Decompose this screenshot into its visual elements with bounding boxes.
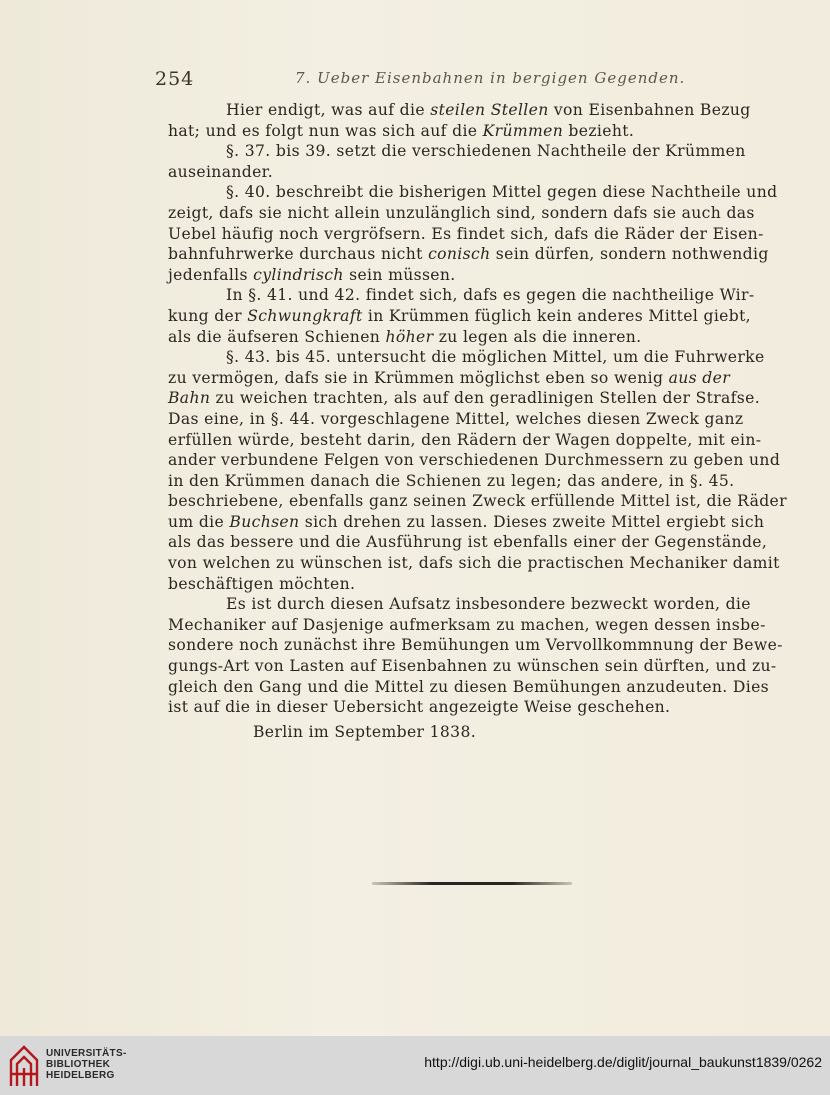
emphasized-text: Schwungkraft <box>247 306 363 325</box>
end-rule <box>372 882 572 885</box>
emphasized-text: höher <box>385 327 434 346</box>
text-segment: von Eisenbahnen Bezug <box>548 101 751 119</box>
emphasized-text: Bahn <box>168 389 211 408</box>
text-segment: zu weichen trachten, als auf den geradlinigen Stellen der Strafse. <box>210 389 761 408</box>
running-title: 7. Ueber Eisenbahnen in bergigen Gegenden. <box>295 69 686 87</box>
text-segment: von welchen zu wünschen ist, dafs sich die practischen Mechaniker damit <box>168 554 780 573</box>
university-logo-icon <box>8 1044 40 1088</box>
text-segment: Hier endigt, was auf die <box>226 101 431 119</box>
signature-line: Berlin im September 1838. <box>253 722 477 741</box>
text-line <box>168 162 768 183</box>
text-segment: bahnfuhrwerke durchaus nicht <box>168 245 429 264</box>
text-segment: jedenfalls <box>168 265 254 284</box>
text-line <box>168 244 768 265</box>
text-segment: als das bessere und die Ausführung ist ebenfalls einer der Gegenstände, <box>168 533 768 552</box>
text-line <box>168 182 778 203</box>
text-segment: sein müssen. <box>343 265 456 284</box>
text-segment: Das eine, in §. 44. vorgeschlagene Mittel, welches diesen Zweck ganz <box>168 409 744 428</box>
emphasized-text: Krümmen <box>482 121 564 140</box>
library-name-line: UNIVERSITÄTS- <box>46 1048 127 1059</box>
text-segment: gleich den Gang und die Mittel zu diesen Bemühungen anzudeuten. Dies <box>168 677 770 696</box>
text-segment: ist auf die in dieser Uebersicht angezeigte Weise geschehen. <box>168 698 671 717</box>
text-line <box>168 491 787 512</box>
text-line <box>168 677 768 698</box>
text-segment: sondere noch zunächst ihre Bemühungen um Vervollkommnung der Bewe- <box>168 636 783 655</box>
text-line <box>168 100 768 121</box>
emphasized-text: cylindrisch <box>253 265 344 284</box>
text-line <box>168 553 780 574</box>
text-line <box>168 121 768 142</box>
page-number: 254 <box>155 68 195 90</box>
text-segment: auseinander. <box>168 162 274 181</box>
text-line <box>168 656 777 677</box>
text-line <box>168 347 768 368</box>
text-line <box>168 368 768 389</box>
text-segment: erfüllen würde, besteht darin, den Rädern der Wagen doppelte, mit ein- <box>168 430 762 449</box>
text-line <box>168 265 768 286</box>
text-segment: bezieht. <box>563 121 635 140</box>
page-header <box>155 68 775 92</box>
library-name-line: BIBLIOTHEK <box>46 1059 111 1070</box>
text-segment: beschäftigen möchten. <box>168 574 356 593</box>
body-text <box>168 100 787 742</box>
emphasized-text: aus der <box>668 368 731 387</box>
text-line <box>168 574 768 595</box>
text-segment: zu vermögen, dafs sie in Krümmen möglichst eben so wenig <box>168 368 669 387</box>
text-line <box>168 532 768 553</box>
text-segment: In §. 41. und 42. findet sich, dafs es gegen die nachtheilige Wir- <box>226 286 755 305</box>
text-segment: §. 40. beschreibt die bisherigen Mittel gegen diese Nachtheile und <box>226 183 778 202</box>
text-segment: Mechaniker auf Dasjenige aufmerksam zu machen, wegen dessen insbe- <box>168 615 766 634</box>
text-line <box>168 306 768 327</box>
text-line <box>168 388 768 409</box>
library-name-line: HEIDELBERG <box>46 1070 115 1081</box>
emphasized-text: steilen Stellen <box>430 101 549 119</box>
text-line <box>168 635 783 656</box>
text-segment: sein dürfen, sondern nothwendig <box>490 245 769 264</box>
text-line <box>168 430 768 451</box>
text-segment: Es ist durch diesen Aufsatz insbesondere bezweckt worden, die <box>226 595 751 614</box>
text-segment: in Krümmen füglich kein anderes Mittel giebt, <box>362 306 751 325</box>
text-segment: Uebel häufig noch vergröfsern. Es findet sich, dafs die Räder der Eisen- <box>168 224 764 243</box>
text-line <box>168 594 768 615</box>
text-line <box>168 615 768 636</box>
emphasized-text: Buchsen <box>229 512 300 531</box>
text-segment: als die äufseren Schienen <box>168 327 386 346</box>
text-segment: um die <box>168 512 230 531</box>
text-segment: gungs-Art von Lasten auf Eisenbahnen zu wünschen sein dürften, und zu- <box>168 657 777 676</box>
text-line <box>168 409 768 430</box>
footer-bar <box>0 1036 830 1095</box>
text-segment: zeigt, dafs sie nicht allein unzulänglich sind, sondern dafs sie auch das <box>168 203 755 222</box>
text-segment: in den Krümmen danach die Schienen zu legen; das andere, in §. 45. <box>168 471 735 490</box>
emphasized-text: conisch <box>428 245 491 264</box>
text-line <box>168 141 768 162</box>
text-segment: zu legen als die inneren. <box>433 327 642 346</box>
text-segment: hat; und es folgt nun was sich auf die <box>168 121 483 140</box>
text-line <box>168 285 768 306</box>
text-segment: beschriebene, ebenfalls ganz seinen Zweck erfüllende Mittel ist, die Räder <box>168 492 787 511</box>
text-line <box>168 224 768 245</box>
text-line <box>168 471 768 492</box>
text-segment: ander verbundene Felgen von verschiedenen Durchmessern zu geben und <box>168 451 781 470</box>
library-name <box>46 1048 127 1081</box>
text-segment: sich drehen zu lassen. Dieses zweite Mittel ergiebt sich <box>299 512 765 531</box>
text-line <box>168 512 768 533</box>
text-segment: kung der <box>168 306 248 325</box>
source-url-link[interactable]: http://digi.ub.uni-heidelberg.de/diglit/journal_baukunst1839/0262 <box>424 1054 822 1070</box>
text-line <box>168 697 768 718</box>
text-segment: §. 43. bis 45. untersucht die möglichen Mittel, um die Fuhrwerke <box>226 348 765 367</box>
text-line <box>168 327 768 348</box>
text-segment: §. 37. bis 39. setzt die verschiedenen Nachtheile der Krümmen <box>226 142 746 161</box>
text-line <box>168 450 781 471</box>
text-line <box>168 203 768 224</box>
